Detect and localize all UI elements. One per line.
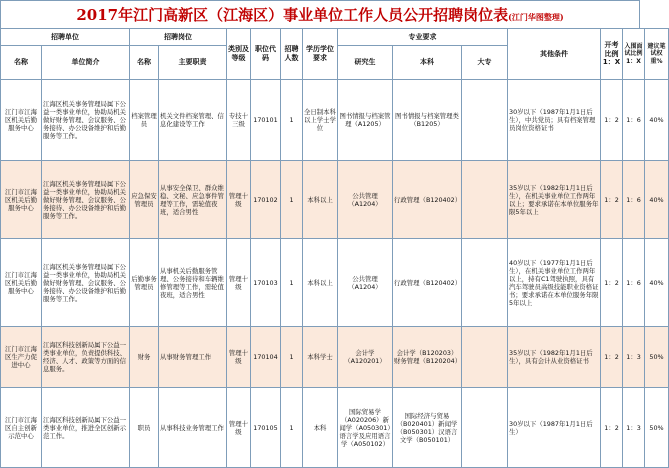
interview-ratio-cell: 1：3 (623, 327, 645, 388)
unit-intro-cell: 江海区机关事务管理局属下公益一类事业单位，协助局机关做好财务管理、会议服务、公务接待、办公设备维护和后勤服务等工作。 (42, 80, 130, 161)
grad-major-cell: 国际贸易学（A020206）新闻学（A050301）语言学及应用语言学（A050102） (338, 388, 393, 468)
title-text: 2017年江门高新区（江海区）事业单位工作人员公开招聘岗位表 (76, 6, 509, 24)
college-major-cell (462, 388, 508, 468)
post-name-cell: 职员 (130, 388, 159, 468)
headcount-cell: 1 (281, 239, 303, 327)
grad-major-cell: 公共管理（A1204） (338, 239, 393, 327)
category-cell: 专技十三级 (227, 80, 251, 161)
post-duty-cell: 从事科技业务管理工作 (159, 388, 227, 468)
college-major-cell (462, 161, 508, 239)
post-code-cell: 170104 (251, 327, 281, 388)
headcount-cell: 1 (281, 327, 303, 388)
interview-ratio-cell: 1：3 (623, 388, 645, 468)
other-cell: 35岁以下（1982年1月1日后生），在机关事业单位工作两年以上；要求承诺在本单位服务年限5年以上 (508, 161, 601, 239)
grad-major-cell: 图书情报与档案管理（A1205） (338, 80, 393, 161)
other-cell: 30岁以下（1987年1月1日后生），中共党员；具有档案管理员岗位资格证书 (508, 80, 601, 161)
post-name-cell: 档案管理员 (130, 80, 159, 161)
post-name-cell: 应急保安管理员 (130, 161, 159, 239)
unit-name-cell: 江门市江海区自主创新示范中心 (1, 388, 42, 468)
unit-intro-cell: 江海区科技创新局属下公益一类事业单位，推进全区创新示范工作。 (42, 388, 130, 468)
exam-ratio-header: 开考比例 1：X (601, 29, 623, 80)
unit-name-cell: 江门市江海区机关后勤服务中心 (1, 239, 42, 327)
title-note: (江门华图整理) (508, 12, 564, 22)
other-cell: 30岁以下（1987年1月1日后生） (508, 388, 601, 468)
unit-name-cell: 江门市江海区生产力促进中心 (1, 327, 42, 388)
weight-cell: 50% (645, 327, 669, 388)
education-cell: 本科以上 (303, 161, 338, 239)
education-cell: 本科 (303, 388, 338, 468)
recruitment-table (0, 28, 669, 468)
table-row (1, 327, 669, 388)
post-duty-cell: 机关文件档案管理、信息化建设等工作 (159, 80, 227, 161)
unit-intro-cell: 江海区机关事务管理局属下公益一类事业单位，协助局机关做好财务管理、会议服务、公务接待、办公设备维护和后勤服务等工作。 (42, 161, 130, 239)
exam-ratio-cell: 1：2 (601, 388, 623, 468)
unit-group-header: 招聘单位 (1, 29, 130, 46)
college-major-cell (462, 239, 508, 327)
interview-ratio-cell: 1：6 (623, 80, 645, 161)
headcount-header: 招聘人数 (281, 29, 303, 80)
category-cell: 管理十级 (227, 239, 251, 327)
exam-ratio-cell: 1：2 (601, 161, 623, 239)
interview-ratio-cell: 1：6 (623, 239, 645, 327)
grad-major-cell: 公共管理（A1204） (338, 161, 393, 239)
exam-ratio-cell: 1：2 (601, 327, 623, 388)
exam-ratio-cell: 1：2 (601, 80, 623, 161)
post-duty-header: 主要职责 (159, 46, 227, 80)
interview-ratio-cell: 1：6 (623, 161, 645, 239)
post-code-cell: 170102 (251, 161, 281, 239)
weight-cell: 40% (645, 239, 669, 327)
other-cell: 40岁以下（1977年1月1日后生），在机关事业单位工作两年以上，持有C1驾驶执照，具有汽车驾驶员高级技能职业资格证书；要求承诺在本单位服务年限5年以上 (508, 239, 601, 327)
post-code-header: 职位代码 (251, 29, 281, 80)
header-row-1 (1, 29, 669, 46)
page-title (0, 0, 640, 28)
other-header: 其他条件 (508, 29, 601, 80)
post-group-header: 招聘岗位 (130, 29, 227, 46)
post-duty-cell: 从事机关后勤服务管理、公务接待和车辆维修管理等工作，需轮值夜班，适合男性 (159, 239, 227, 327)
college-major-cell (462, 327, 508, 388)
unit-intro-header: 单位简介 (42, 46, 130, 80)
post-code-cell: 170101 (251, 80, 281, 161)
category-cell: 管理十级 (227, 327, 251, 388)
education-cell: 全日制本科以上学士学位 (303, 80, 338, 161)
headcount-cell: 1 (281, 161, 303, 239)
table-row (1, 161, 669, 239)
table-row (1, 388, 669, 468)
headcount-cell: 1 (281, 388, 303, 468)
unit-intro-cell: 江海区科技创新局属下公益一类事业单位，负责提供科技、经济、人才、政策等方面的信息服务。 (42, 327, 130, 388)
unit-intro-cell: 江海区机关事务管理局属下公益一类事业单位，协助局机关做好财务管理、会议服务、公务接待、办公设备维护和后勤服务等工作。 (42, 239, 130, 327)
weight-cell: 40% (645, 161, 669, 239)
other-cell: 35岁以下（1982年1月1日后生），具有会计从业资格证书 (508, 327, 601, 388)
bachelor-major-cell: 行政管理（B120402） (393, 239, 462, 327)
post-name-cell: 财务 (130, 327, 159, 388)
post-code-cell: 170103 (251, 239, 281, 327)
post-duty-cell: 从事财务管理工作 (159, 327, 227, 388)
post-code-cell: 170105 (251, 388, 281, 468)
category-header: 类别及等级 (227, 29, 251, 80)
college-header: 大专 (462, 46, 508, 80)
written-weight-header: 建议笔试权重% (645, 29, 669, 80)
bachelor-major-cell: 行政管理（B120402） (393, 161, 462, 239)
education-cell: 本科学士 (303, 327, 338, 388)
grad-header: 研究生 (338, 46, 393, 80)
major-group-header: 专业要求 (338, 29, 508, 46)
category-cell: 管理十级 (227, 388, 251, 468)
post-name-cell: 后勤事务管理员 (130, 239, 159, 327)
unit-name-header: 名称 (1, 46, 42, 80)
weight-cell: 50% (645, 388, 669, 468)
unit-name-cell: 江门市江海区机关后勤服务中心 (1, 161, 42, 239)
weight-cell: 40% (645, 80, 669, 161)
post-duty-cell: 从事安全保卫、群众维稳、文秘、应急事件管理等工作，需轮值夜班，适合男性 (159, 161, 227, 239)
post-name-header: 名称 (130, 46, 159, 80)
exam-ratio-cell: 1：2 (601, 239, 623, 327)
bachelor-header: 本科 (393, 46, 462, 80)
bachelor-major-cell: 会计学（B120203）财务管理（B120204） (393, 327, 462, 388)
unit-name-cell: 江门市江海区机关后勤服务中心 (1, 80, 42, 161)
bachelor-major-cell: 图书情报与档案管理类（B1205） (393, 80, 462, 161)
interview-ratio-header: 入围面试比例1：X (623, 29, 645, 80)
table-row (1, 239, 669, 327)
education-header: 学历学位要求 (303, 29, 338, 80)
headcount-cell: 1 (281, 80, 303, 161)
education-cell: 本科以上 (303, 239, 338, 327)
college-major-cell (462, 80, 508, 161)
category-cell: 管理十级 (227, 161, 251, 239)
table-row (1, 80, 669, 161)
bachelor-major-cell: 国际经济与贸易（B020401）新闻学（B050301）汉语言文学（B050101） (393, 388, 462, 468)
grad-major-cell: 会计学（A120201） (338, 327, 393, 388)
